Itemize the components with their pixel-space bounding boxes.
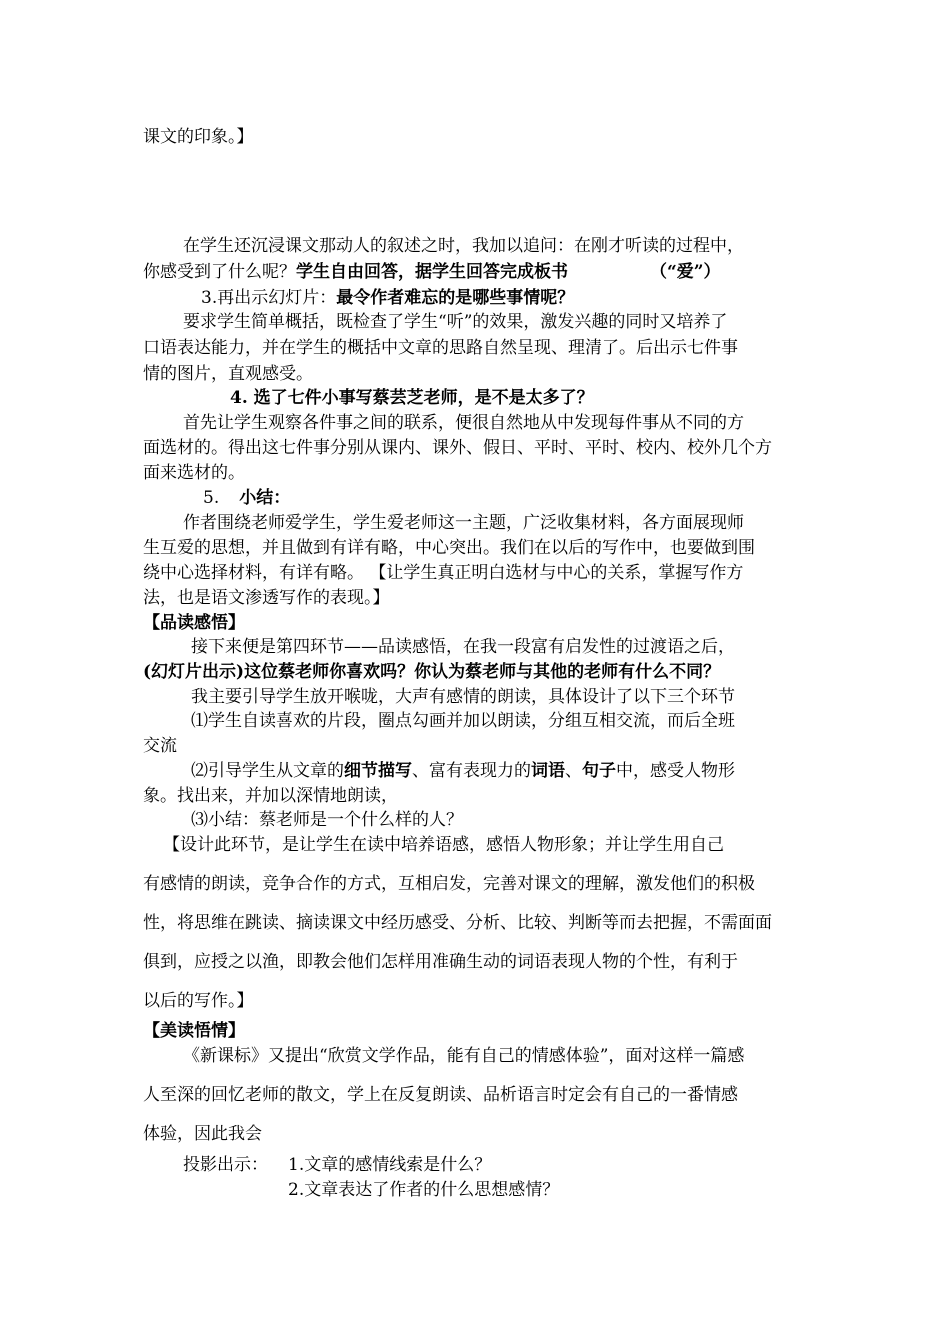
bold-text: 词语 [531,761,565,781]
projection-label: 投影出示： [183,1155,268,1175]
design-note-line: 以后的写作。】 [143,991,254,1011]
design-note-line: 性，将思维在跳读、摘读课文中经历感受、分析、比较、判断等而去把握，不需面面 [143,913,772,933]
paragraph-line: 面选材的。得出这七件事分别从课内、课外、假日、平时、平时、校内、校外几个方 [143,438,772,458]
text-run: ⑵引导学生从文章的 [191,761,344,781]
bold-text: 最令作者难忘的是哪些事情呢？ [336,288,575,308]
text-run: 、富有表现力的 [412,761,531,781]
bold-text: 句子 [582,761,616,781]
list-item-continuation: 象。找出来，并加以深情地朗读， [143,786,398,806]
bold-text: 细节描写 [344,761,412,781]
text-run: 5. [203,488,220,508]
text-run: 你感受到了什么呢？ [143,262,296,282]
section-heading-5 [203,485,290,511]
paragraph-line: 作者围绕老师爱学生，学生爱老师这一主题，广泛收集材料，各方面展现师 [183,513,744,533]
bold-text: 学生自由回答，据学生回答完成板书 [296,262,568,282]
paragraph-line: 接下来便是第四环节——品读感悟，在我一段富有启发性的过渡语之后， [191,637,735,657]
list-item [191,758,735,784]
paragraph-line: 人至深的回忆老师的散文，学上在反复朗读、品析语言时定会有自己的一番情感 [143,1085,738,1105]
paragraph-line: 要求学生简单概括，既检查了学生“听”的效果，激发兴趣的同时又培养了 [183,312,728,332]
design-note-line: 有感情的朗读，竞争合作的方式，互相启发，完善对课文的理解，激发他们的积极 [143,874,755,894]
paragraph-line: 首先让学生观察各件事之间的联系，便很自然地从中发现每件事从不同的方 [183,413,744,433]
bold-text: 小结： [239,488,291,508]
paragraph-line [143,259,721,285]
paragraph-line: 面来选材的。 [143,463,245,483]
text-run: 中，感受人物形 [616,761,735,781]
projection-question: 1.文章的感情线索是什么？ [288,1155,492,1175]
bold-question-line: (幻灯片出示)这位蔡老师你喜欢吗？你认为蔡老师与其他的老师有什么不同？ [143,662,721,682]
paragraph-line: 体验，因此我会 [143,1124,262,1144]
paragraph-line: 绕中心选择材料，有详有略。 【让学生真正明白选材与中心的关系，掌握写作方 [143,563,744,583]
list-item-continuation: 交流 [143,736,177,756]
text-run: 3.再出示幻灯片： [201,288,337,308]
paragraph-line: 情的图片，直观感受。 [143,364,313,384]
text-line: 课文的印象。】 [143,127,254,147]
paragraph-line: 《新课标》又提出“欣赏文学作品，能有自己的情感体验”，面对这样一篇感 [183,1046,745,1066]
section-heading-4: 4. 选了七件小事写蔡芸芝老师，是不是太多了？ [230,388,594,408]
bold-text: （“爱”） [650,262,721,282]
paragraph-line: 生互爱的思想，并且做到有详有略，中心突出。我们在以后的写作中，也要做到围 [143,538,755,558]
paragraph-line: 法，也是语文渗透写作的表现。】 [143,588,390,608]
paragraph-line: 口语表达能力，并在学生的概括中文章的思路自然呈现、理清了。后出示七件事 [143,338,738,358]
design-note-line: 【设计此环节，是让学生在读中培养语感，感悟人物形象；并让学生用自己 [163,835,724,855]
list-item: ⑶小结：蔡老师是一个什么样的人？ [191,810,463,830]
text-run: 、 [565,761,582,781]
paragraph-line: 在学生还沉浸课文那动人的叙述之时，我加以追问：在刚才听读的过程中， [183,236,744,256]
section-title-meidu: 【美读悟情】 [143,1021,245,1041]
paragraph-line: 我主要引导学生放开喉咙，大声有感情的朗读，具体设计了以下三个环节 [191,687,735,707]
section-heading-3 [201,285,574,311]
design-note-line: 俱到，应授之以渔，即教会他们怎样用准确生动的词语表现人物的个性，有利于 [143,952,738,972]
list-item: ⑴学生自读喜欢的片段，圈点勾画并加以朗读，分组互相交流，而后全班 [191,711,735,731]
projection-question: 2.文章表达了作者的什么思想感情？ [288,1180,560,1200]
section-title-pindu: 【品读感悟】 [143,613,245,633]
